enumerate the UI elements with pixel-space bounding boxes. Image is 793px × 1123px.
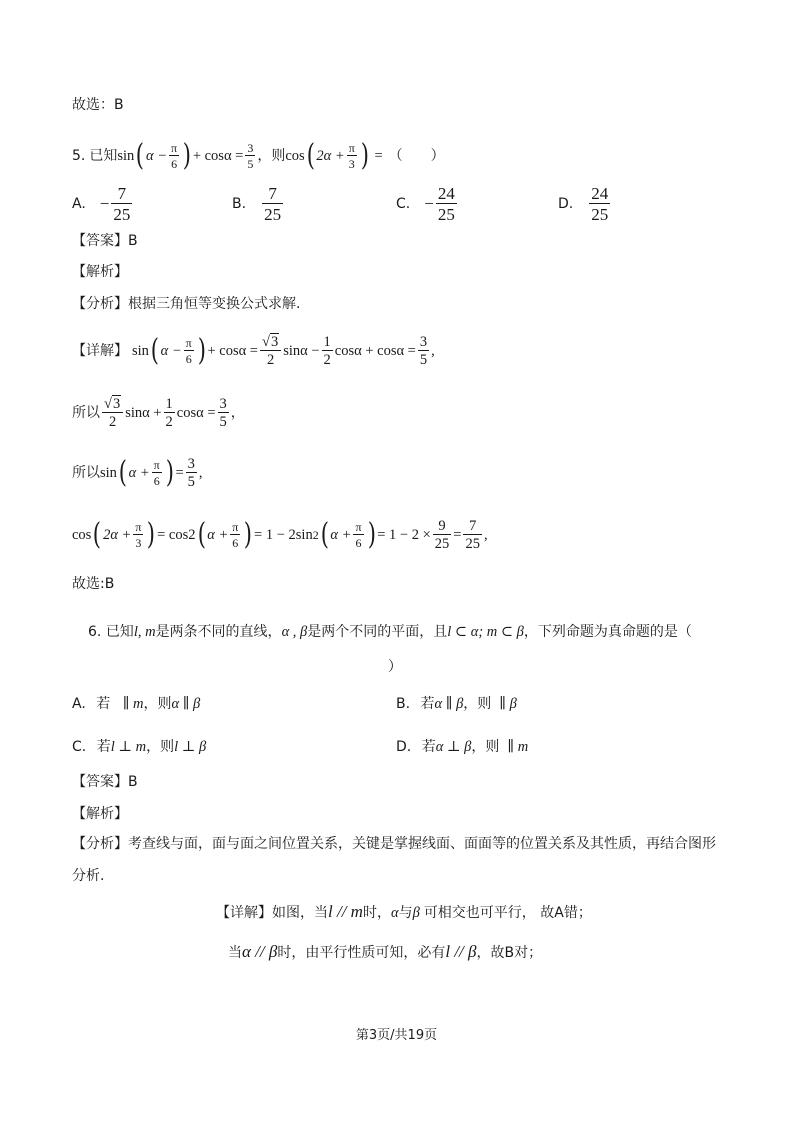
q6-t2: 是两个不同的平面，且 xyxy=(307,624,448,640)
beta: β xyxy=(412,905,420,921)
q6-fenxi-cont: 分析. xyxy=(72,868,105,884)
radicand: 3 xyxy=(270,333,279,350)
q5-two-alpha-plus: 2α + xyxy=(316,148,345,164)
option-if: 若 xyxy=(96,739,111,755)
pi-over-6 xyxy=(230,521,240,549)
q6-t3: ，下列命题为真命题的是（ xyxy=(523,624,692,640)
q5-detail-line-1 xyxy=(72,330,435,372)
option-den: 25 xyxy=(591,205,609,224)
option-label: C. xyxy=(72,739,87,755)
comma: , xyxy=(198,465,203,481)
q5-five: 5 xyxy=(247,157,254,171)
lparen: ( xyxy=(93,517,102,552)
six: 6 xyxy=(355,536,362,550)
equals: = xyxy=(175,465,184,481)
q6-detail-line-2 xyxy=(228,942,542,963)
detail-text: 时，由平行性质可知，必有 xyxy=(277,945,446,961)
q5-three-fifths xyxy=(245,142,255,170)
lparen: ( xyxy=(320,517,329,552)
option-label: A. xyxy=(72,696,86,712)
detail-tag: 【详解】 xyxy=(72,343,128,359)
q5-answer: 【答案】B xyxy=(72,233,138,249)
q5-detail-line-3 xyxy=(72,452,203,494)
option-fraction xyxy=(589,185,610,223)
q5-three-b: 3 xyxy=(348,157,355,171)
two-alpha-plus: 2α + xyxy=(103,527,132,543)
comma: , xyxy=(483,527,488,543)
square: 2 xyxy=(312,528,319,542)
q5-plus-cos: + cosα = xyxy=(192,148,244,164)
lparen: ( xyxy=(118,455,127,490)
q5-stem xyxy=(72,136,445,176)
option-fraction xyxy=(111,185,132,223)
option-if: 若 xyxy=(421,739,436,755)
alpha-minus: α − xyxy=(160,343,182,359)
comma: ， xyxy=(230,405,245,421)
option-then: ，则 xyxy=(143,696,172,712)
option-label: B. xyxy=(232,196,247,212)
q5-pi-b: π xyxy=(348,141,355,155)
fenxi-text: 根据三角恒等变换公式求解. xyxy=(128,296,301,312)
q5-option-c xyxy=(396,186,459,222)
half xyxy=(164,397,175,430)
half xyxy=(322,335,333,368)
rparen: ) xyxy=(197,333,206,368)
q5-alpha-minus: α − xyxy=(146,148,168,164)
alpha-plus: α + xyxy=(330,527,352,543)
q6-stem xyxy=(88,622,692,642)
q6-stem-close: ） xyxy=(388,659,402,675)
pi: π xyxy=(135,520,142,534)
q5-eq: = xyxy=(374,148,383,164)
pi-over-6 xyxy=(152,459,162,487)
sin-alpha-minus: sinα − xyxy=(283,343,320,359)
q4-conclusion: 故选：B xyxy=(72,97,124,113)
detail-text: 时， xyxy=(362,905,391,921)
q5-option-a xyxy=(72,186,134,222)
six: 6 xyxy=(232,536,239,550)
rparen: ) xyxy=(165,455,174,490)
option-label: D. xyxy=(558,196,574,212)
q5-pi-over-6 xyxy=(169,142,179,170)
q6-option-a xyxy=(72,694,200,714)
pi-over-6 xyxy=(353,521,363,549)
q5-lparen2: ( xyxy=(306,138,315,173)
equals: = xyxy=(453,527,462,543)
alpha-beta: α , β xyxy=(281,624,308,640)
q5-number: 5. xyxy=(72,148,86,164)
q5-option-b xyxy=(232,186,285,222)
sin-alpha-plus: sinα + xyxy=(125,405,162,421)
alpha: α xyxy=(390,905,399,921)
twenty-five: 25 xyxy=(465,536,480,552)
q5-cos: cos xyxy=(285,148,305,164)
option-num: 24 xyxy=(437,184,455,203)
option-expr2: α ∥ β xyxy=(171,696,201,712)
q5-option-d xyxy=(558,186,612,222)
option-label: B. xyxy=(396,696,411,712)
option-expr2: ∥ β xyxy=(499,696,517,712)
q5-three: 3 xyxy=(247,141,254,155)
two: 2 xyxy=(108,414,117,430)
fenxi-text: 考查线与面，面与面之间位置关系，关键是掌握线面、面面等的位置关系及其性质，再结合图形 xyxy=(128,836,716,852)
rparen: ) xyxy=(147,517,156,552)
rparen: ) xyxy=(244,517,253,552)
cos: cos xyxy=(72,527,92,543)
option-num: 7 xyxy=(262,185,283,204)
option-fraction xyxy=(262,185,283,223)
q5-detail-line-4 xyxy=(72,514,488,556)
comma: , xyxy=(431,343,435,359)
q5-then: ，则 xyxy=(257,148,286,164)
rparen: ) xyxy=(367,517,376,552)
q6-detail-line-1 xyxy=(216,902,592,923)
option-den: 25 xyxy=(264,205,282,224)
pi-over-3 xyxy=(133,521,143,549)
option-expr: α ∥ β xyxy=(434,696,464,712)
three-fifths xyxy=(186,457,197,490)
pi: π xyxy=(185,336,192,350)
q5-six: 6 xyxy=(171,157,178,171)
sqrt3-over-2 xyxy=(260,335,281,368)
q6-option-b xyxy=(396,694,517,714)
detail-text: 与 xyxy=(398,905,413,921)
q6-answer: 【答案】B xyxy=(72,774,138,790)
sqrt-symbol: √3 xyxy=(261,333,279,350)
q5-fenxi xyxy=(72,294,300,314)
condition: l ⊂ α; m ⊂ β xyxy=(447,624,524,640)
eq-cos2: = cos2 xyxy=(157,527,196,543)
q5-sin: sin xyxy=(117,148,135,164)
q5-blank: （ ） xyxy=(388,148,445,164)
option-num: 24 xyxy=(591,184,609,203)
five: 5 xyxy=(187,474,195,490)
q6-prefix: 已知 xyxy=(105,624,134,640)
fenxi-tag: 【分析】 xyxy=(72,836,128,852)
plus-cos: + cosα = xyxy=(207,343,258,359)
pi: π xyxy=(355,520,362,534)
option-then: ，则 xyxy=(471,739,500,755)
lparen: ( xyxy=(150,333,159,368)
q5-conclusion: 故选:B xyxy=(72,576,115,592)
two: 2 xyxy=(323,352,331,368)
alpha-parallel-beta: α // β xyxy=(242,942,278,961)
twenty-five: 25 xyxy=(434,536,450,552)
three-fifths xyxy=(418,335,429,368)
so-prefix: 所以 xyxy=(72,405,100,421)
q6-t1: 是两条不同的直线， xyxy=(155,624,282,640)
six: 6 xyxy=(185,352,192,366)
q6-option-d xyxy=(396,737,528,757)
eq-sin: = 1 − 2sin xyxy=(254,527,313,543)
q6-analysis-heading: 【解析】 xyxy=(72,806,128,822)
seven-over-25 xyxy=(463,519,482,552)
sqrt-symbol: √3 xyxy=(104,395,121,412)
l-parallel-beta: l // β xyxy=(445,942,477,961)
detail-tag: 【详解】 xyxy=(216,905,272,921)
option-label: A. xyxy=(72,196,86,212)
five: 5 xyxy=(219,414,227,430)
cos-alpha: cosα + cosα = xyxy=(334,343,416,359)
so-prefix: 所以 xyxy=(72,465,100,481)
alpha-plus: α + xyxy=(128,465,150,481)
radicand: 3 xyxy=(112,395,121,412)
three: 3 xyxy=(187,455,195,472)
three-fifths xyxy=(218,397,229,430)
option-if: 若 xyxy=(420,696,435,712)
seven: 7 xyxy=(463,519,482,536)
q6-number: 6. xyxy=(88,624,102,640)
nine: 9 xyxy=(433,519,452,536)
one: 1 xyxy=(323,333,331,350)
q5-detail-line-2 xyxy=(72,392,245,434)
option-expr2: ∥ m xyxy=(507,739,529,755)
detail-text: 如图，当 xyxy=(272,905,328,921)
detail-text: 可相交也可平行， 故A错； xyxy=(423,905,592,921)
two: 2 xyxy=(266,352,275,368)
fenxi-tag: 【分析】 xyxy=(72,296,128,312)
q6-fenxi xyxy=(72,834,716,854)
two: 2 xyxy=(165,414,173,430)
pi: π xyxy=(232,520,239,534)
q5-pi: π xyxy=(171,141,178,155)
sqrt3-over-2 xyxy=(102,397,123,430)
q5-rparen: ) xyxy=(182,138,192,173)
detail-text: 当 xyxy=(228,945,242,961)
sin: sin xyxy=(100,465,117,481)
lm: l, m xyxy=(133,624,156,640)
option-then: ，则 xyxy=(463,696,492,712)
one: 1 xyxy=(165,395,173,412)
cos-alpha: cosα = xyxy=(176,405,216,421)
q5-lparen: ( xyxy=(136,138,145,173)
option-sign: − xyxy=(424,194,434,213)
option-if: 若 xyxy=(96,696,111,712)
pi: π xyxy=(153,458,160,472)
one-minus-two-times: = 1 − 2 × xyxy=(377,527,431,543)
five: 5 xyxy=(419,352,428,368)
three: 3 xyxy=(135,536,142,550)
alpha-plus: α + xyxy=(207,527,229,543)
lparen: ( xyxy=(197,517,206,552)
option-den: 25 xyxy=(113,205,131,224)
q5-analysis-heading: 【解析】 xyxy=(72,264,128,280)
nine-over-25 xyxy=(433,519,452,552)
q6-option-c xyxy=(72,737,206,757)
option-expr2: l ⊥ β xyxy=(174,739,207,755)
detail-text: ，故B对； xyxy=(476,945,543,961)
option-num: 7 xyxy=(111,185,132,204)
option-sign: − xyxy=(99,194,110,213)
option-then: ，则 xyxy=(146,739,175,755)
option-expr: ∥ m xyxy=(122,696,144,712)
pi-over-6 xyxy=(184,337,194,365)
page-footer: 第3页/共19页 xyxy=(355,1028,438,1043)
option-expr: α ⊥ β xyxy=(435,739,472,755)
option-fraction xyxy=(436,185,457,223)
q5-prefix: 已知 xyxy=(89,148,118,164)
three: 3 xyxy=(419,333,428,350)
q5-rparen2: ) xyxy=(360,138,369,173)
six: 6 xyxy=(153,474,160,488)
option-label: D. xyxy=(396,739,412,755)
l-parallel-m: l // m xyxy=(328,902,363,921)
three: 3 xyxy=(219,395,227,412)
sin: sin xyxy=(132,343,149,359)
option-expr: l ⊥ m xyxy=(110,739,147,755)
option-den: 25 xyxy=(437,205,455,224)
option-label: C. xyxy=(396,196,411,212)
q5-pi-over-3 xyxy=(347,142,357,170)
